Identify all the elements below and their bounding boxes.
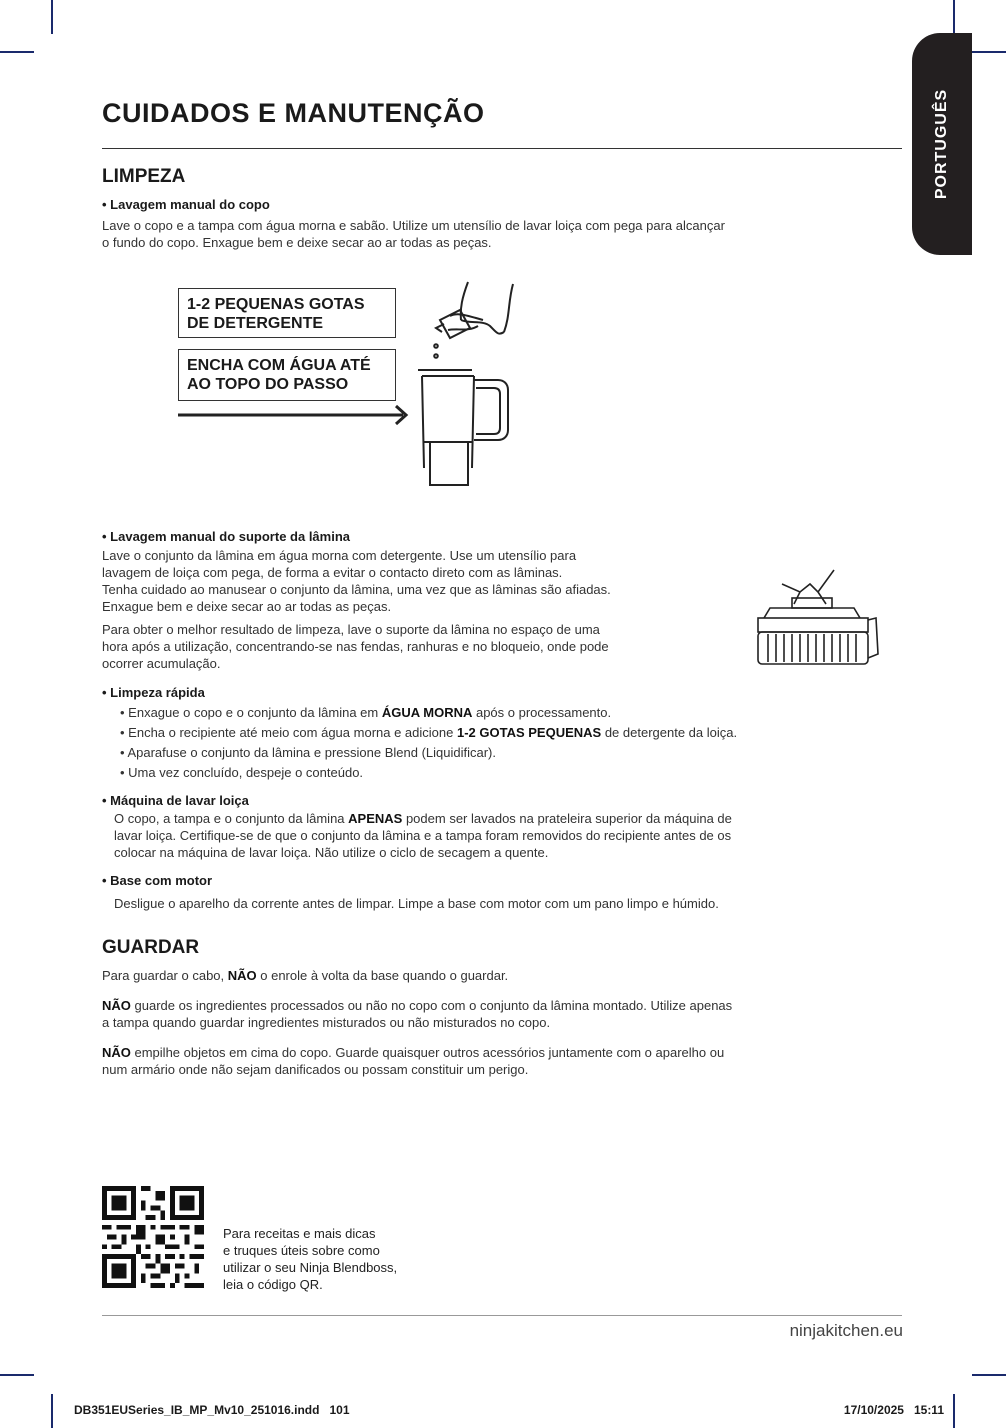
callout-line: ENCHA COM ÁGUA ATÉ	[187, 357, 371, 374]
paragraph-text: o enrole à volta da base quando o guardar.	[256, 968, 509, 983]
bullet-emphasis: ÁGUA MORNA	[381, 705, 473, 720]
bullet-item	[120, 704, 611, 721]
print-slug-filename: DB351EUSeries_IB_MP_Mv10_251016.indd 101	[74, 1403, 350, 1417]
section-heading-guardar: GUARDAR	[102, 937, 200, 958]
paragraph-line: Enxague bem e deixe secar ao ar todas as peças.	[102, 599, 392, 614]
bullet-item	[120, 724, 737, 741]
crop-mark	[953, 0, 955, 34]
bullet-text: após o processamento.	[472, 705, 612, 720]
qr-caption-line: Para receitas e mais dicas	[223, 1226, 376, 1241]
paragraph-line: o fundo do copo. Enxague bem e deixe secar ao ar todas as peças.	[102, 235, 492, 250]
paragraph-line: a tampa quando guardar ingredientes misturados ou não misturados no copo.	[102, 1015, 551, 1030]
title-divider	[102, 148, 902, 149]
callout-line: 1-2 PEQUENAS GOTAS	[187, 296, 365, 313]
paragraph-line	[102, 997, 732, 1014]
paragraph-line: colocar na máquina de lavar loiça. Não utilize o ciclo de secagem a quente.	[114, 845, 549, 860]
bullet-item: • Uma vez concluído, despeje o conteúdo.	[120, 765, 364, 780]
crop-mark	[51, 1394, 53, 1428]
bullet-text: de detergente da loiça.	[601, 725, 738, 740]
website-url[interactable]: ninjakitchen.eu	[789, 1321, 903, 1340]
paragraph-line: Lave o copo e a tampa com água morna e sabão. Utilize um utensílio de lavar loiça com pega para alcançar	[102, 218, 725, 233]
crop-mark	[972, 51, 1006, 53]
callout-line: DE DETERGENTE	[187, 315, 324, 332]
paragraph-line: hora após a utilização, concentrando-se nas fendas, ranhuras e no bloqueio, onde pode	[102, 639, 609, 654]
qr-caption-line: leia o código QR.	[223, 1277, 323, 1292]
cup-illustration	[178, 280, 528, 500]
paragraph-line: Desligue o aparelho da corrente antes de limpar. Limpe a base com motor com um pano limpo e húmido.	[114, 896, 719, 911]
blade-assembly-illustration	[752, 562, 882, 668]
qr-caption-line: e truques úteis sobre como	[223, 1243, 380, 1258]
crop-mark	[972, 1374, 1006, 1376]
page-title: CUIDADOS E MANUTENÇÃO	[102, 98, 485, 128]
paragraph-line: ocorrer acumulação.	[102, 656, 221, 671]
bullet-emphasis: 1-2 GOTAS PEQUENAS	[456, 725, 602, 740]
paragraph-line: Para obter o melhor resultado de limpeza, lave o suporte da lâmina no espaço de uma	[102, 622, 600, 637]
paragraph-line	[102, 1044, 724, 1061]
subheading-suporte: • Lavagem manual do suporte da lâmina	[102, 529, 351, 544]
print-slug-datetime: 17/10/2025 15:11	[843, 1403, 944, 1417]
paragraph-line: num armário onde não sejam danificados ou possam constituir um perigo.	[102, 1062, 529, 1077]
paragraph-line	[114, 810, 732, 827]
subheading-limpeza-rapida: • Limpeza rápida	[102, 685, 205, 700]
paragraph-emphasis: NÃO	[102, 998, 131, 1013]
paragraph-line: Tenha cuidado ao manusear o conjunto da lâmina, uma vez que as lâminas são afiadas.	[102, 582, 611, 597]
bullet-text: • Enxague o copo e o conjunto da lâmina em	[120, 705, 382, 720]
crop-mark	[953, 1394, 955, 1428]
paragraph-line: Lave o conjunto da lâmina em água morna com detergente. Use um utensílio para	[102, 548, 577, 563]
qr-code[interactable]	[102, 1186, 204, 1288]
subheading-base: • Base com motor	[102, 873, 213, 888]
paragraph-emphasis: NÃO	[102, 1045, 131, 1060]
qr-caption	[223, 1225, 397, 1293]
bullet-text: • Encha o recipiente até meio com água morna e adicione	[120, 725, 457, 740]
footer-divider	[102, 1315, 902, 1316]
paragraph-line: lavagem de loiça com pega, de forma a evitar o contacto direto com as lâminas.	[102, 565, 563, 580]
paragraph-text: O copo, a tampa e o conjunto da lâmina	[114, 811, 349, 826]
paragraph-emphasis: NÃO	[227, 968, 257, 983]
language-tab-label: PORTUGUÊS	[933, 88, 950, 200]
paragraph-text: guarde os ingredientes processados ou não no copo com o conjunto da lâmina montado. Utilize apenas	[130, 998, 733, 1013]
crop-mark	[51, 0, 53, 34]
paragraph-text: Para guardar o cabo,	[102, 968, 228, 983]
section-heading-limpeza: LIMPEZA	[102, 166, 186, 187]
subheading-maquina: • Máquina de lavar loiça	[102, 793, 249, 808]
subheading-copo: • Lavagem manual do copo	[102, 197, 270, 212]
qr-caption-line: utilizar o seu Ninja Blendboss,	[223, 1260, 398, 1275]
paragraph-emphasis: APENAS	[348, 811, 403, 826]
crop-mark	[0, 1374, 34, 1376]
paragraph-text: podem ser lavados na prateleira superior da máquina de	[402, 811, 732, 826]
paragraph-text: empilhe objetos em cima do copo. Guarde quaisquer outros acessórios juntamente com o aparelho ou	[130, 1045, 725, 1060]
language-tab	[912, 33, 972, 255]
bullet-item: • Aparafuse o conjunto da lâmina e pressione Blend (Liquidificar).	[120, 745, 496, 760]
crop-mark	[0, 51, 34, 53]
callout-line: AO TOPO DO PASSO	[187, 376, 349, 393]
paragraph-line: lavar loiça. Certifique-se de que o conjunto da lâmina e a tampa foram removidos do recipiente antes de os	[114, 828, 732, 843]
paragraph-line	[102, 967, 508, 984]
